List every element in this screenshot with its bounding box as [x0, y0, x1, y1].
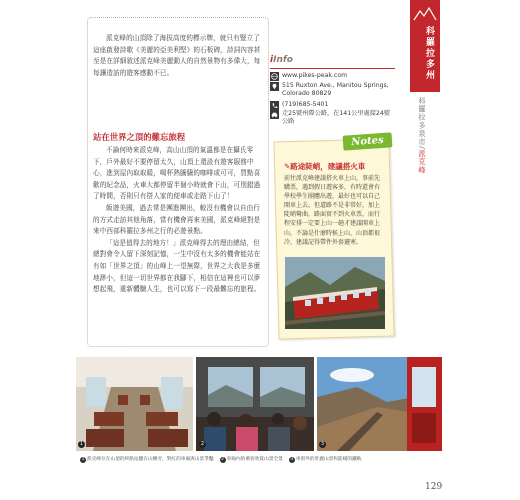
section-paragraph: 不論何時來派克峰，高山山頂的氣溫都是在攝氏零下，戶外最好不要停留太久，山頂上還設有遊客服務中心，進到屋內取取暖，喝杯熱騰騰的咖啡或可可，買點喜歡的紀念品，火車大都停留半個小時就會下山，可別錯過了時間，否則只有搭人家的便車或走路下山了！ [93, 146, 261, 201]
info-website-row [270, 72, 395, 81]
chapter-subtitle: 科羅拉多泉市/派克峰 [418, 97, 427, 175]
photo-caption: 3 車窗外的壯麗山景和陡峭的鐵軌 [290, 457, 362, 462]
intro-paragraph: 派克峰的山頂除了海拔高度的標示牌，就只有豎立了這座啟發詩歌《美麗的亞美利堅》的石板碑，詩詞內容甚至是在詳細敘述派克峰美麗動人的自然景物有多偉大，每每讓造訪的遊客感動不已。 [93, 34, 261, 77]
page-number: 129 [425, 482, 443, 492]
phone-icon [270, 101, 279, 110]
section-paragraph: 飯遊美國，過去常是團進團出，較沒有機會以自由行的方式走訪其他角落，當有機會再來美國，派克峰絕對是來中西部科羅拉多州之行的必遊景點。 [93, 203, 261, 236]
info-phone: (719)685-5401 [282, 101, 329, 108]
info-address: 515 Ruxton Ave., Manitou Springs, Colorado 80829 [282, 82, 389, 98]
info-title: iInfo [270, 55, 293, 65]
globe-icon [270, 72, 279, 81]
mountain-icon [412, 4, 438, 22]
info-divider [270, 68, 395, 69]
info-directions-row [270, 110, 395, 126]
location-icon [270, 82, 279, 91]
section-title: 站在世界之頂的難忘旅程 [93, 132, 186, 142]
photo-number: 3 [320, 441, 325, 447]
photo-caption: 1 派克峰位在山頂的終點站雖在山腰旁，對紅的車廂與山景爭豔 [81, 457, 214, 462]
photo-caption: 2 車廂內的乘客欣賞山景全景 [221, 457, 283, 462]
photo-captions [80, 456, 440, 463]
chapter-tab-label: 科羅拉多州 [424, 26, 434, 81]
car-icon [270, 110, 279, 119]
section-paragraph: 「這是值得去的地方！」派克峰得去的理由總結，但總對會令人留下深刻記憶，一生中沒有太多的機會能站在有如「世界之頂」的山峰上一望無際，世界之大我是多麼地渺小，但這一切世界都在我腳下，相信在這裡也可以夢想起飛，重新體驗人生，也可以寫下一段最難忘的旅程。 [93, 238, 261, 294]
notes-title: ✎路途陡峭，建議搭火車 [284, 162, 366, 171]
info-phone-row [270, 101, 395, 110]
window-view-photo [317, 357, 442, 451]
section-body [93, 145, 263, 296]
info-website[interactable]: www.pikes-peak.com [282, 72, 348, 79]
pencil-icon: ✎ [284, 162, 291, 171]
info-address-row [270, 82, 395, 98]
passengers-photo [196, 357, 314, 451]
photo-number: 1 [79, 441, 84, 447]
cog-train-photo [285, 257, 385, 329]
notes-tab: Notes [343, 132, 393, 150]
train-interior-photo [76, 357, 193, 451]
info-directions: 走25號州際公路，在141公里處接24號公路 [282, 110, 390, 126]
photo-number: 2 [200, 441, 205, 447]
notes-text: 前往派克峰建議搭火車上山，事前先購票，遇到假日遊客多，有時還會有學校學生團體出遊，最好也可以自己開車上去，但道路不是非常好，加上陡峭彎曲，路面實不到火車票，而行程安排一定要上山一趟才建議開車上山，不論是什麼時候上山，山頂都很冷，建議記得帶件外套避寒。 [284, 175, 381, 246]
